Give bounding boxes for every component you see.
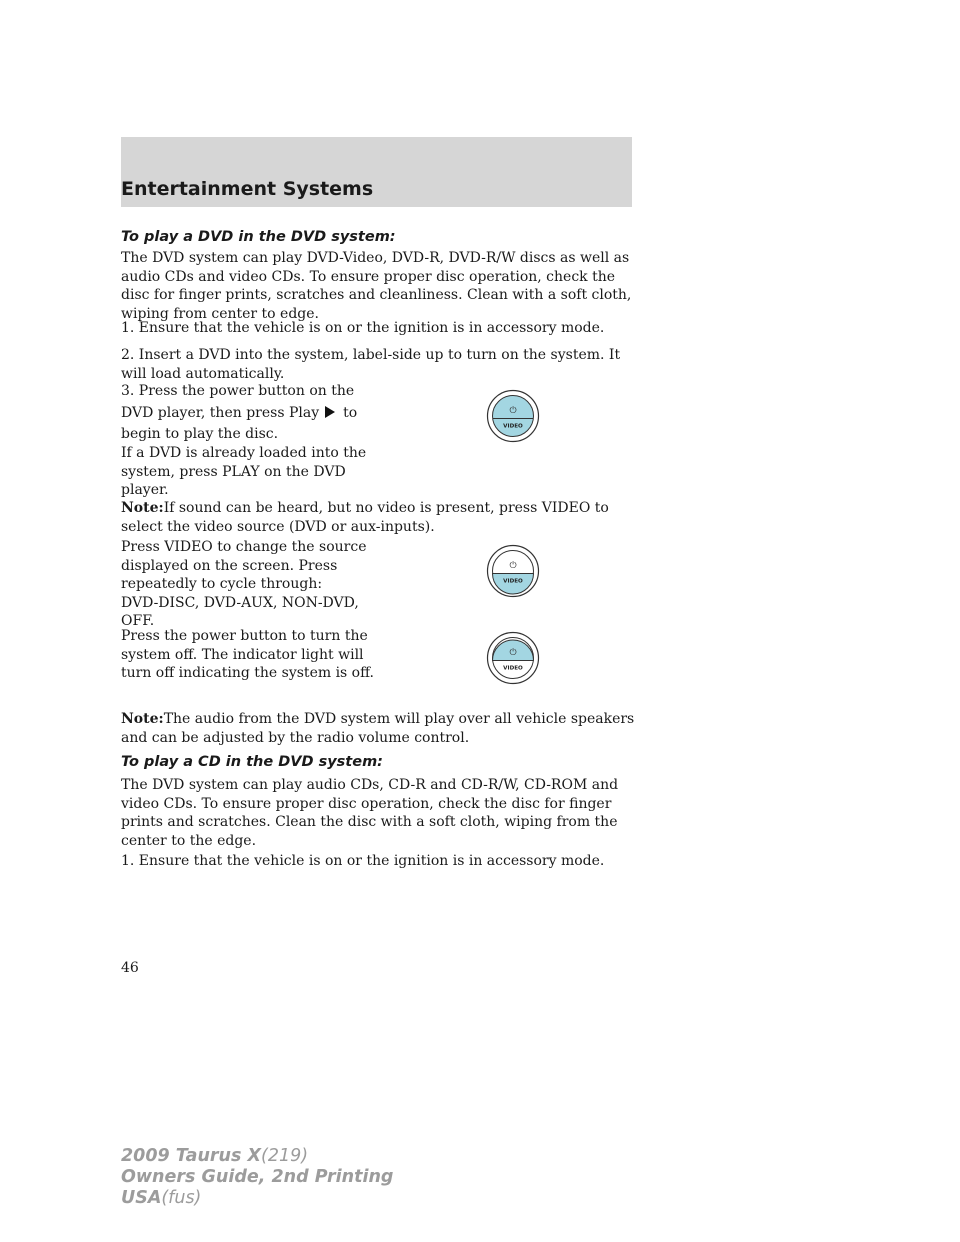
cd-intro xyxy=(121,776,618,850)
text-line: will load automatically. xyxy=(121,365,285,382)
footer xyxy=(121,1146,393,1209)
power-video-button-icon xyxy=(486,389,540,443)
power-video-button-icon xyxy=(486,631,540,685)
text-fragment: The audio from the DVD system will play over all vehicle speakers xyxy=(163,711,635,727)
text-line: player. xyxy=(121,482,169,498)
page-number: 46 xyxy=(121,960,139,976)
text-line xyxy=(121,404,357,423)
power-symbol: ⏻ xyxy=(509,648,517,658)
text-line xyxy=(121,710,634,729)
dvd-heading: To play a DVD in the DVD system: xyxy=(121,229,396,245)
power-symbol: ⏻ xyxy=(509,406,517,416)
text-line: and can be adjusted by the radio volume control. xyxy=(121,729,470,746)
text-line: Press the power button to turn the xyxy=(121,628,368,644)
dvd-video-para xyxy=(121,538,366,631)
section-title: Entertainment Systems xyxy=(121,178,374,200)
footer-line xyxy=(121,1188,393,1209)
text-fragment: DVD player, then press Play xyxy=(121,404,320,421)
text-line: begin to play the disc. xyxy=(121,426,279,442)
text-line: The DVD system can play audio CDs, CD-R and CD-R/W, CD-ROM and xyxy=(121,777,619,793)
video-label: VIDEO xyxy=(503,665,523,672)
dvd-power-para xyxy=(121,627,374,683)
footer-line: Owners Guide, 2nd Printing xyxy=(121,1167,394,1187)
text-line: If a DVD is already loaded into the xyxy=(121,445,367,461)
footer-line xyxy=(121,1146,393,1167)
dvd-intro xyxy=(121,249,631,323)
video-label: VIDEO xyxy=(503,578,523,585)
dvd-step-2 xyxy=(121,346,620,383)
text-fragment: If sound can be heard, but no video is present, press VIDEO to xyxy=(163,500,609,516)
text-fragment: to xyxy=(343,404,358,421)
power-symbol: ⏻ xyxy=(509,561,517,571)
dvd-step-3 xyxy=(121,382,357,444)
text-line xyxy=(121,499,609,518)
text-line: wiping from center to edge. xyxy=(121,305,320,322)
footer-code: (219) xyxy=(261,1146,309,1166)
note-label: Note: xyxy=(121,500,164,516)
text-line: turn off indicating the system is off. xyxy=(121,665,375,681)
text-line: select the video source (DVD or aux-inputs). xyxy=(121,518,435,535)
text-line: 2. Insert a DVD into the system, label-side up to turn on the system. It xyxy=(121,347,621,363)
footer-model: 2009 Taurus X xyxy=(121,1146,262,1166)
text-line: repeatedly to cycle through: xyxy=(121,576,323,592)
text-line: OFF. xyxy=(121,613,155,629)
text-line: prints and scratches. Clean the disc with a soft cloth, wiping from the xyxy=(121,814,618,830)
text-line: 3. Press the power button on the xyxy=(121,383,355,399)
text-line: audio CDs and video CDs. To ensure proper disc operation, check the xyxy=(121,268,616,285)
text-line: video CDs. To ensure proper disc operation, check the disc for finger xyxy=(121,795,612,812)
video-label: VIDEO xyxy=(503,423,523,430)
footer-market-code: (fus) xyxy=(161,1188,202,1208)
dvd-loaded-para xyxy=(121,444,366,500)
text-line: Press VIDEO to change the source xyxy=(121,539,367,555)
cd-heading: To play a CD in the DVD system: xyxy=(121,754,383,770)
text-line: DVD-DISC, DVD-AUX, NON-DVD, xyxy=(121,594,359,611)
text-line: disc for finger prints, scratches and cleanliness. Clean with a soft cloth, xyxy=(121,287,632,303)
text-line: system off. The indicator light will xyxy=(121,646,364,663)
footer-market: USA xyxy=(121,1188,162,1208)
text-line: displayed on the screen. Press xyxy=(121,557,338,574)
cd-step-1: 1. Ensure that the vehicle is on or the ignition is in accessory mode. xyxy=(121,853,605,869)
dvd-note-1 xyxy=(121,499,609,536)
text-line: system, press PLAY on the DVD xyxy=(121,463,346,480)
play-icon xyxy=(325,406,335,418)
power-video-button-icon xyxy=(486,544,540,598)
dvd-note-2 xyxy=(121,710,634,747)
text-line: The DVD system can play DVD-Video, DVD-R, DVD-R/W discs as well as xyxy=(121,250,630,266)
dvd-step-1: 1. Ensure that the vehicle is on or the ignition is in accessory mode. xyxy=(121,320,605,336)
text-line: center to the edge. xyxy=(121,832,257,849)
note-label: Note: xyxy=(121,711,164,727)
